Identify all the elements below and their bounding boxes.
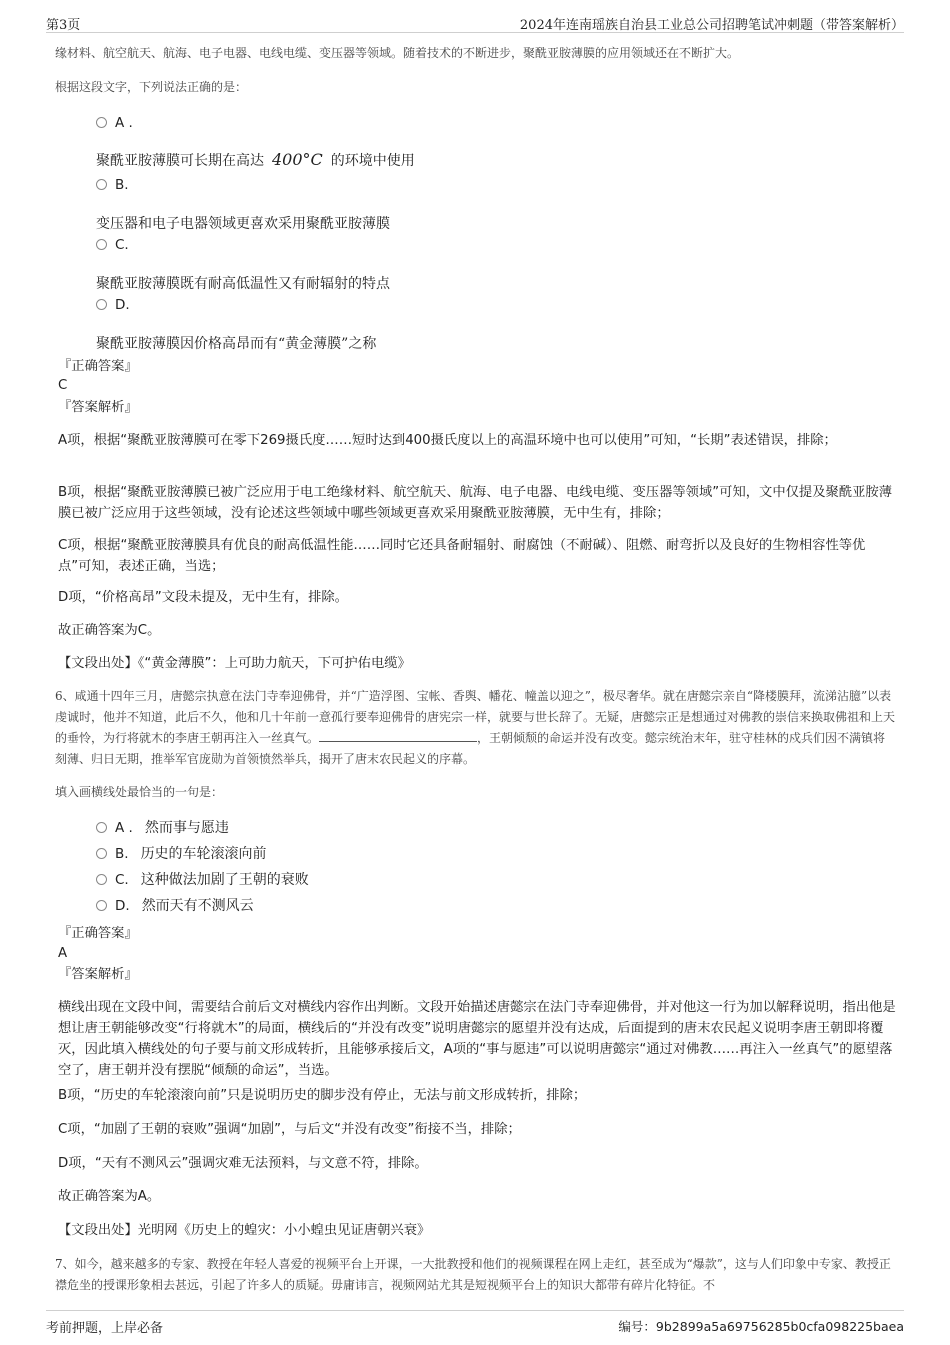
q5-analysis-b: B项，根据“聚酰亚胺薄膜已被广泛应用于电工绝缘材料、航空航天、航海、电子电器、电线电缆、变压器等领域”可知，文中仅提及聚酰亚胺薄膜已被广泛应用于这些领域，没有论述这些领域中哪些领域更喜欢采用聚酰亚胺薄膜，无中生有，排除； [58, 485, 893, 521]
q7-passage: 7、如今，越来越多的专家、教授在年轻人喜爱的视频平台上开课，一大批教授和他们的视频课程在网上走红，甚至成为“爆款”，这与人们印象中专家、教授正襟危坐的授课形象相去甚远，引起了许多人的质疑。毋庸讳言，视频网站尤其是短视频平台上的知识大都带有碎片化特征。不 [55, 1257, 891, 1292]
q5-option-d-text: 聚酰亚胺薄膜因价格高昂而有“黄金薄膜”之称 [96, 336, 377, 352]
q5-conclusion: 故正确答案为C。 [58, 623, 161, 638]
q6-analysis-c: C项，“加剧了王朝的衰败”强调“加剧”，与后文“并没有改变”衔接不当，排除； [58, 1122, 521, 1137]
q5-analysis-a: A项，根据“聚酰亚胺薄膜可在零下269摄氏度……短时达到400摄氏度以上的高温环境中也可以使用”可知，“长期”表述错误，排除； [58, 433, 837, 448]
q5-analysis-d: D项，“价格高昂”文段未提及，无中生有，排除。 [58, 590, 348, 605]
q6-option-c[interactable]: C. 这种做法加剧了王朝的衰败 [96, 869, 309, 889]
q6-passage: 6、咸通十四年三月，唐懿宗执意在法门寺奉迎佛骨，并“广造浮图、宝帐、香舆、幡花、幢盖以迎之”，极尽奢华。就在唐懿宗亲自“降楼膜拜，流涕沾臆”以表虔诚时，他并不知道，此后不久，他和几十年前一意孤行要奉迎佛骨的唐宪宗一样，就要与世长辞了。无疑，唐懿宗正是想通过对佛教的崇信来换取佛祖和上天的垂怜，为行将就木的李唐王朝再注入一丝真气。 ，王朝倾颓的命运并没有改变。懿宗统治末年，驻守桂林的戍兵们因不满镇将刻薄、归日无期，推举军官庞勋为首领愤然举兵，揭开了唐末农民起义的序幕。 [55, 689, 896, 766]
q6-analysis-label: 『答案解析』 [58, 967, 138, 982]
fill-blank-line [319, 729, 477, 742]
radio-icon[interactable] [96, 848, 107, 859]
temperature-formula: 400°C [272, 150, 323, 169]
q5-source: 【文段出处】《“黄金薄膜”：上可助力航天，下可护佑电缆》 [58, 656, 411, 671]
q5-analysis-c: C项，根据“聚酰亚胺薄膜具有优良的耐高低温性能……同时它还具备耐辐射、耐腐蚀（不耐碱）、阻燃、耐弯折以及良好的生物相容性等优点”可知，表述正确，当选； [58, 538, 866, 574]
q5-answer-label: 『正确答案』 [58, 359, 138, 374]
q6-analysis-main: 横线出现在文段中间，需要结合前后文对横线内容作出判断。文段开始描述唐懿宗在法门寺奉迎佛骨，并对他这一行为加以解释说明，指出他是想让唐王朝能够改变“行将就木”的局面，横线后的“并没有改变”说明唐懿宗的愿望并没有达成，后面提到的唐末农民起义说明李唐王朝即将覆灭，因此填入横线处的句子要与前文形成转折，且能够承接后文，A项的“事与愿违”可以说明唐懿宗“通过对佛教……再注入一丝真气”的愿望落空了，唐王朝并没有摆脱“倾颓的命运”，当选。 [58, 1000, 896, 1078]
q6-option-a[interactable]: A . 然而事与愿违 [96, 817, 229, 837]
footer-slogan: 考前押题，上岸必备 [46, 1321, 164, 1336]
q5-option-a[interactable]: A . [96, 115, 145, 131]
q5-option-d[interactable]: D. [96, 297, 142, 313]
q5-answer: C [58, 378, 68, 393]
q5-passage-tail: 缘材料、航空航天、航海、电子电器、电线电缆、变压器等领域。随着技术的不断进步，聚酰亚胺薄膜的应用领域还在不断扩大。 [55, 46, 740, 60]
radio-icon[interactable] [96, 179, 107, 190]
radio-icon[interactable] [96, 822, 107, 833]
radio-icon[interactable] [96, 874, 107, 885]
q6-option-b[interactable]: B. 历史的车轮滚滚向前 [96, 843, 267, 863]
q6-analysis-b: B项，“历史的车轮滚滚向前”只是说明历史的脚步没有停止，无法与前文形成转折，排除； [58, 1088, 587, 1103]
document-id: 编号：9b2899a5a69756285b0cfa098225baea [618, 1319, 904, 1334]
q5-option-c[interactable]: C. [96, 237, 141, 253]
page-number: 第3页 [46, 18, 81, 33]
q5-prompt: 根据这段文字，下列说法正确的是： [55, 80, 248, 94]
radio-icon[interactable] [96, 299, 107, 310]
q6-conclusion: 故正确答案为A。 [58, 1189, 161, 1204]
q5-option-c-text: 聚酰亚胺薄膜既有耐高低温性又有耐辐射的特点 [96, 276, 390, 292]
q6-option-d[interactable]: D. 然而天有不测风云 [96, 895, 254, 915]
page-footer [46, 1310, 904, 1341]
q6-analysis-d: D项，“天有不测风云”强调灾难无法预料，与文意不符，排除。 [58, 1156, 428, 1171]
q5-option-b-text: 变压器和电子电器领域更喜欢采用聚酰亚胺薄膜 [96, 216, 390, 232]
page-header [46, 10, 904, 33]
q6-prompt: 填入画横线处最恰当的一句是： [55, 785, 224, 799]
radio-icon[interactable] [96, 239, 107, 250]
q6-answer-label: 『正确答案』 [58, 926, 138, 941]
radio-icon[interactable] [96, 900, 107, 911]
q6-answer: A [58, 946, 68, 961]
q5-option-b[interactable]: B. [96, 177, 141, 193]
q5-option-a-text: 聚酰亚胺薄膜可长期在高达 400°C 的环境中使用 [96, 150, 415, 169]
q6-source: 【文段出处】光明网《历史上的蝗灾：小小蝗虫见证唐朝兴衰》 [58, 1223, 431, 1238]
q5-analysis-label: 『答案解析』 [58, 400, 138, 415]
radio-icon[interactable] [96, 117, 107, 128]
document-title: 2024年连南瑶族自治县工业总公司招聘笔试冲刺题（带答案解析） [519, 18, 904, 33]
